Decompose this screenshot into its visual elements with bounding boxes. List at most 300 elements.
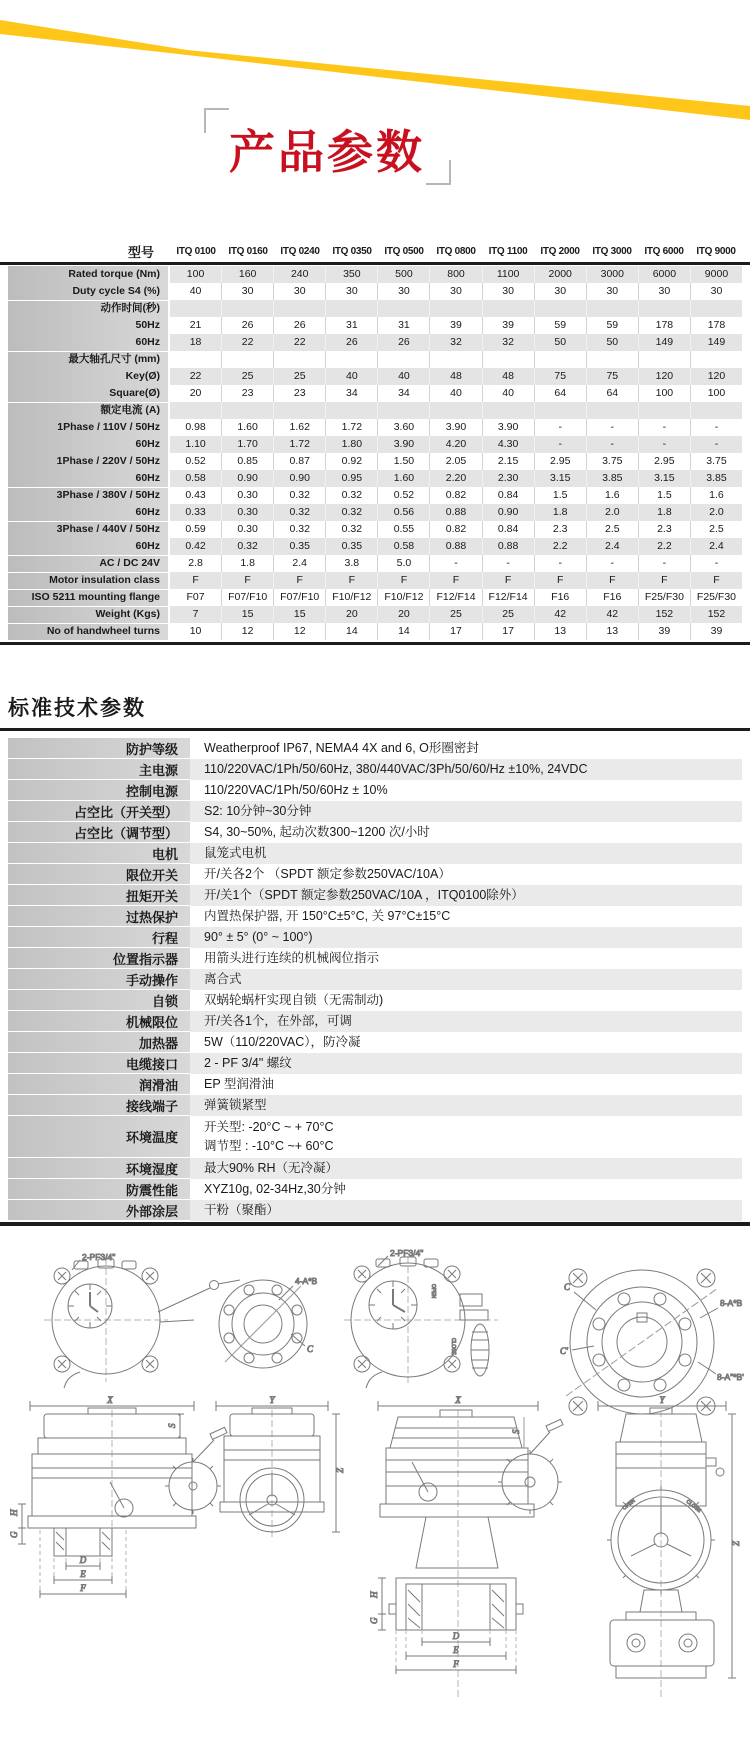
cell: -: [690, 436, 742, 453]
cell: 1.60: [377, 470, 429, 487]
c-prime-label: C': [560, 1346, 568, 1356]
close-label: CLOSE: [684, 1498, 702, 1515]
row-label: 自锁: [8, 990, 190, 1011]
row-label: 位置指示器: [8, 948, 190, 969]
cell: 0.35: [273, 538, 325, 555]
cell: 1.5: [638, 487, 690, 504]
table-row: [8, 906, 742, 927]
cell: 1.72: [273, 436, 325, 453]
model-spec-table: [8, 240, 742, 640]
table-row: [8, 1200, 742, 1221]
cell: F07: [186, 591, 205, 603]
cell: 64: [586, 385, 638, 402]
cell: 1.60: [221, 419, 273, 436]
cell: 0.30: [221, 487, 273, 504]
cell: F07/F10: [221, 589, 273, 606]
cell: 2.3: [534, 521, 586, 538]
cell: 0.35: [325, 538, 377, 555]
cell: 2.8: [188, 557, 203, 569]
row-value-line: 开关型: -20°C ~ + 70°C: [204, 1120, 334, 1134]
cell: [429, 402, 481, 419]
row-value-line: 5W（110/220VAC），防冷凝: [204, 1035, 361, 1049]
table-row: [8, 606, 742, 623]
row-label: ISO 5211 mounting flange: [8, 589, 170, 606]
cell: [534, 402, 586, 419]
table-row: [8, 538, 742, 555]
cell: 39: [482, 317, 534, 334]
cell: 14: [377, 623, 429, 640]
cell: 0.32: [221, 538, 273, 555]
cell: 3.90: [429, 419, 481, 436]
row-label: 电缆接口: [8, 1053, 190, 1074]
cell: 4.30: [482, 436, 534, 453]
cell: 0.59: [185, 523, 206, 535]
cell: F: [690, 572, 742, 589]
cell: 39: [690, 623, 742, 640]
cell: F: [273, 572, 325, 589]
cell: 1.5: [534, 487, 586, 504]
table-row: [8, 266, 742, 283]
row-label: 60Hz: [8, 436, 170, 453]
cell: F12/F14: [482, 589, 534, 606]
cell: 0.43: [185, 489, 206, 501]
cell: 1100: [482, 266, 534, 283]
dim-d: D: [452, 1631, 460, 1641]
model-header-cell: ITQ 0160: [228, 245, 268, 257]
cell: 800: [429, 266, 481, 283]
row-value-line: 开/关各1个，在外部，可调: [204, 1014, 352, 1028]
large-actuator-top-view: [344, 1248, 498, 1388]
row-value: [190, 843, 742, 864]
row-value: [190, 1011, 742, 1032]
cell: 2.0: [586, 504, 638, 521]
cell: 59: [534, 317, 586, 334]
row-value-line: Weatherproof IP67, NEMA4 4X and 6, O形圈密封: [204, 741, 479, 755]
model-header-cell: ITQ 9000: [696, 245, 736, 257]
row-value: [190, 1179, 742, 1200]
cell: [638, 351, 690, 368]
cell: [638, 300, 690, 317]
row-value-line: EP 型润滑油: [204, 1077, 274, 1091]
row-value-line: XYZ10g, 02-34Hz,30分钟: [204, 1182, 346, 1196]
tech-table-body: [8, 738, 742, 1221]
cell: [429, 351, 481, 368]
cell: [534, 300, 586, 317]
cell: 25: [221, 368, 273, 385]
cell: 42: [534, 606, 586, 623]
cell: [273, 402, 325, 419]
cell: 21: [189, 319, 202, 331]
table-row: [8, 368, 742, 385]
row-label: 1Phase / 110V / 50Hz: [8, 419, 170, 436]
cell: 26: [325, 334, 377, 351]
table-row: [8, 487, 742, 504]
cell: 0.84: [482, 521, 534, 538]
row-value-line: 调节型 : -10°C ~+ 60°C: [204, 1139, 334, 1153]
cell: -: [638, 555, 690, 572]
row-value-line: 开/关1个（SPDT 额定参数250VAC/10A ，ITQ0100除外）: [204, 888, 524, 902]
cell: 178: [690, 317, 742, 334]
row-label: 最大轴孔尺寸 (mm): [8, 351, 170, 368]
cell: 1.6: [586, 487, 638, 504]
dim-e: E: [453, 1645, 459, 1655]
row-label: 扭矩开关: [8, 885, 190, 906]
row-label: 3Phase / 440V / 50Hz: [8, 521, 170, 538]
cell: 0.58: [170, 470, 221, 487]
row-label: 环境温度: [8, 1116, 190, 1158]
cell: [325, 300, 377, 317]
model-header-cell: ITQ 0350: [332, 245, 372, 257]
cell: [586, 300, 638, 317]
cell: 0.85: [221, 453, 273, 470]
cell: [273, 300, 325, 317]
cell: 48: [429, 368, 481, 385]
row-label: Square(Ø): [8, 385, 170, 402]
model-header-cell: ITQ 0100: [176, 245, 216, 257]
cell: 3.85: [586, 470, 638, 487]
cell: [170, 402, 221, 419]
row-value: [190, 822, 742, 843]
cell: 2.0: [690, 504, 742, 521]
divider-rule: [0, 262, 750, 265]
cell: 22: [170, 368, 221, 385]
table-row: [8, 948, 742, 969]
table-row: [8, 623, 742, 640]
cell: 2.5: [586, 521, 638, 538]
table-row: [8, 504, 742, 521]
table-row: [8, 589, 742, 606]
cell: 0.32: [325, 487, 377, 504]
row-value-line: 离合式: [204, 972, 242, 986]
cell: 23: [273, 385, 325, 402]
cell: 2.4: [586, 538, 638, 555]
cell: 3.8: [325, 555, 377, 572]
row-value: [190, 948, 742, 969]
cell: 178: [638, 317, 690, 334]
cell: 2.2: [638, 538, 690, 555]
table-row: [8, 843, 742, 864]
cell: 1.10: [170, 436, 221, 453]
cell: 32: [429, 334, 481, 351]
cell: 0.90: [221, 470, 273, 487]
row-value: [190, 990, 742, 1011]
cell: [482, 351, 534, 368]
cell: 30: [429, 283, 481, 300]
row-value-line: 90° ± 5° (0° ~ 100°): [204, 930, 313, 944]
cell: 0.58: [377, 538, 429, 555]
dim-g: G: [9, 1531, 19, 1538]
cell: 15: [221, 606, 273, 623]
cell: 3.90: [377, 436, 429, 453]
cell: -: [534, 419, 586, 436]
cell: 0.32: [273, 521, 325, 538]
cell: [690, 351, 742, 368]
cell: 0.98: [185, 421, 206, 433]
row-value-line: 110/220VAC/1Ph/50/60Hz, 380/440VAC/3Ph/50/60/Hz ±10%, 24VDC: [204, 762, 588, 776]
cell: [429, 300, 481, 317]
cell: [638, 402, 690, 419]
table-row: [8, 1158, 742, 1179]
cell: 32: [482, 334, 534, 351]
cell: 2.20: [429, 470, 481, 487]
flange8-outer-label: 8-A*B: [720, 1298, 743, 1308]
cell: 100: [170, 266, 221, 283]
row-label: Key(Ø): [8, 368, 170, 385]
open-label: OPEN: [430, 1284, 436, 1299]
table-row: [8, 453, 742, 470]
row-value: [190, 969, 742, 990]
table-row: [8, 1011, 742, 1032]
flange4-label: 4-A*B: [295, 1276, 318, 1286]
row-value-line: S2: 10分钟~30分钟: [204, 804, 312, 818]
cell: 149: [638, 334, 690, 351]
row-label: No of handwheel turns: [8, 623, 170, 640]
cell: [377, 351, 429, 368]
cell: 120: [638, 368, 690, 385]
cell: 0.90: [273, 470, 325, 487]
cell: 40: [189, 285, 202, 297]
cell: 31: [377, 317, 429, 334]
row-label: 占空比（开关型）: [8, 801, 190, 822]
cell: 30: [534, 283, 586, 300]
cell: -: [534, 555, 586, 572]
spec-table-header: [8, 240, 742, 262]
ribbon-shape: [0, 20, 750, 120]
cell: 39: [429, 317, 481, 334]
table-row: [8, 1116, 742, 1158]
row-value-line: 双蜗轮蜗杆实现自锁（无需制动): [204, 993, 384, 1007]
dim-x: X: [107, 1395, 113, 1405]
cell: 39: [638, 623, 690, 640]
table-row: [8, 990, 742, 1011]
flange8-inner-label: 8-A"*B': [717, 1372, 744, 1382]
dim-h: H: [9, 1509, 19, 1516]
cell: [482, 402, 534, 419]
row-value-line: 最大90% RH（无冷凝）: [204, 1161, 339, 1175]
cell: 64: [534, 385, 586, 402]
row-value-line: 开/关各2个 （SPDT 额定参数250VAC/10A）: [204, 867, 451, 881]
cell: 120: [690, 368, 742, 385]
cell: 0.30: [221, 521, 273, 538]
row-label: 主电源: [8, 759, 190, 780]
cell: 160: [221, 266, 273, 283]
cell: 0.32: [273, 504, 325, 521]
cell: 0.84: [482, 487, 534, 504]
cell: -: [429, 555, 481, 572]
row-label: 电机: [8, 843, 190, 864]
cell: [221, 351, 273, 368]
cell: 0.90: [482, 504, 534, 521]
row-label: 3Phase / 380V / 50Hz: [8, 487, 170, 504]
table-row: [8, 351, 742, 368]
row-label: 润滑油: [8, 1074, 190, 1095]
cell: F: [170, 572, 221, 589]
cell: -: [586, 555, 638, 572]
cell: 30: [221, 283, 273, 300]
row-label: Weight (Kgs): [8, 606, 170, 623]
cell: 0.52: [185, 455, 206, 467]
row-label: 1Phase / 220V / 50Hz: [8, 453, 170, 470]
row-value: [190, 1200, 742, 1221]
cell: 25: [429, 606, 481, 623]
row-label: 控制电源: [8, 780, 190, 801]
cell: 5.0: [377, 555, 429, 572]
cell: 12: [273, 623, 325, 640]
cell: [690, 300, 742, 317]
cell: 17: [429, 623, 481, 640]
dim-s: S: [167, 1423, 177, 1428]
cell: 152: [690, 606, 742, 623]
c-label: C: [564, 1282, 571, 1292]
cell: 17: [482, 623, 534, 640]
cell: 2.5: [690, 521, 742, 538]
cell: 2.05: [429, 453, 481, 470]
row-label: 60Hz: [8, 334, 170, 351]
row-label: 防护等级: [8, 738, 190, 759]
cell: 20: [189, 387, 202, 399]
row-label: Duty cycle S4 (%): [8, 283, 170, 300]
cell: 2.4: [273, 555, 325, 572]
table-row: [8, 864, 742, 885]
small-actuator-front-view: [9, 1395, 227, 1598]
cell: 2.95: [534, 453, 586, 470]
cell: F16: [586, 589, 638, 606]
dim-y: Y: [659, 1395, 665, 1405]
divider-rule: [0, 728, 750, 731]
row-value-line: 干粉（聚酯）: [204, 1203, 280, 1217]
cell: 3.75: [690, 453, 742, 470]
cell: 48: [482, 368, 534, 385]
cell: -: [586, 419, 638, 436]
cell: 40: [325, 368, 377, 385]
cell: [534, 351, 586, 368]
cell: 3.15: [638, 470, 690, 487]
row-value: [190, 864, 742, 885]
row-value: [190, 738, 742, 759]
cell: 0.30: [221, 504, 273, 521]
model-header-cell: ITQ 2000: [540, 245, 580, 257]
model-header-cell: ITQ 0800: [436, 245, 476, 257]
cell: 0.33: [170, 504, 221, 521]
cell: 1.72: [325, 419, 377, 436]
row-value: [190, 885, 742, 906]
row-label: 接线端子: [8, 1095, 190, 1116]
row-label: 防震性能: [8, 1179, 190, 1200]
table-row: [8, 317, 742, 334]
row-label: Motor insulation class: [8, 572, 170, 589]
cell: 3.15: [534, 470, 586, 487]
table-row: [8, 801, 742, 822]
cell: 3000: [586, 266, 638, 283]
cell: F10/F12: [325, 589, 377, 606]
cell: 0.87: [273, 453, 325, 470]
cell: 50: [534, 334, 586, 351]
cell: 26: [273, 317, 325, 334]
cell: 40: [377, 368, 429, 385]
cell: 149: [690, 334, 742, 351]
row-label: 占空比（调节型）: [8, 822, 190, 843]
model-header-cell: ITQ 0240: [280, 245, 320, 257]
cell: 13: [586, 623, 638, 640]
cell: 10: [189, 625, 202, 637]
row-label: 手动操作: [8, 969, 190, 990]
row-label: 60Hz: [8, 538, 170, 555]
table-row: [8, 470, 742, 487]
row-value: [190, 759, 742, 780]
table-row: [8, 555, 742, 572]
cell: 30: [586, 283, 638, 300]
cell: 0.88: [429, 538, 481, 555]
cell: 20: [325, 606, 377, 623]
table-row: [8, 927, 742, 948]
spec-table-body: [8, 266, 742, 640]
cell: 100: [690, 385, 742, 402]
dim-d: D: [79, 1555, 87, 1565]
cell: -: [690, 555, 742, 572]
row-label: 60Hz: [8, 504, 170, 521]
row-label: Rated torque (Nm): [8, 266, 170, 283]
cell: F: [377, 572, 429, 589]
cell: 25: [273, 368, 325, 385]
small-flange-view: [219, 1276, 318, 1368]
cell: 0.56: [377, 504, 429, 521]
dim-y: Y: [269, 1395, 275, 1405]
cell: [690, 402, 742, 419]
table-row: [8, 1053, 742, 1074]
table-row: [8, 521, 742, 538]
row-value: [190, 1116, 742, 1158]
cell: [170, 351, 221, 368]
dim-g: G: [369, 1617, 379, 1624]
cell: [586, 402, 638, 419]
conduit-label: 2-PF3/4": [82, 1252, 116, 1262]
cell: 22: [273, 334, 325, 351]
cell: 23: [221, 385, 273, 402]
cell: F: [638, 572, 690, 589]
large-actuator-front-view: [369, 1395, 563, 1698]
cell: 4.20: [429, 436, 481, 453]
cell: F: [429, 572, 481, 589]
cell: 25: [482, 606, 534, 623]
cell: 2000: [534, 266, 586, 283]
table-row: [8, 419, 742, 436]
cell: 40: [482, 385, 534, 402]
row-value: [190, 1095, 742, 1116]
cell: [221, 402, 273, 419]
cell: 0.92: [325, 453, 377, 470]
row-label: 加热器: [8, 1032, 190, 1053]
small-actuator-top-view: [44, 1252, 240, 1388]
row-label: AC / DC 24V: [8, 555, 170, 572]
table-row: [8, 969, 742, 990]
row-label: 行程: [8, 927, 190, 948]
cell: 30: [325, 283, 377, 300]
cell: 34: [377, 385, 429, 402]
cell: 2.95: [638, 453, 690, 470]
cell: -: [638, 436, 690, 453]
cell: F16: [534, 589, 586, 606]
cell: 2.2: [534, 538, 586, 555]
cell: F: [482, 572, 534, 589]
cell: [377, 300, 429, 317]
cell: -: [638, 419, 690, 436]
row-value-line: 用箭头进行连续的机械阀位指示: [204, 951, 380, 965]
page-title: 产品参数: [229, 126, 425, 178]
cell: 100: [638, 385, 690, 402]
table-row: [8, 1074, 742, 1095]
cell: 0.88: [429, 504, 481, 521]
table-row: [8, 283, 742, 300]
